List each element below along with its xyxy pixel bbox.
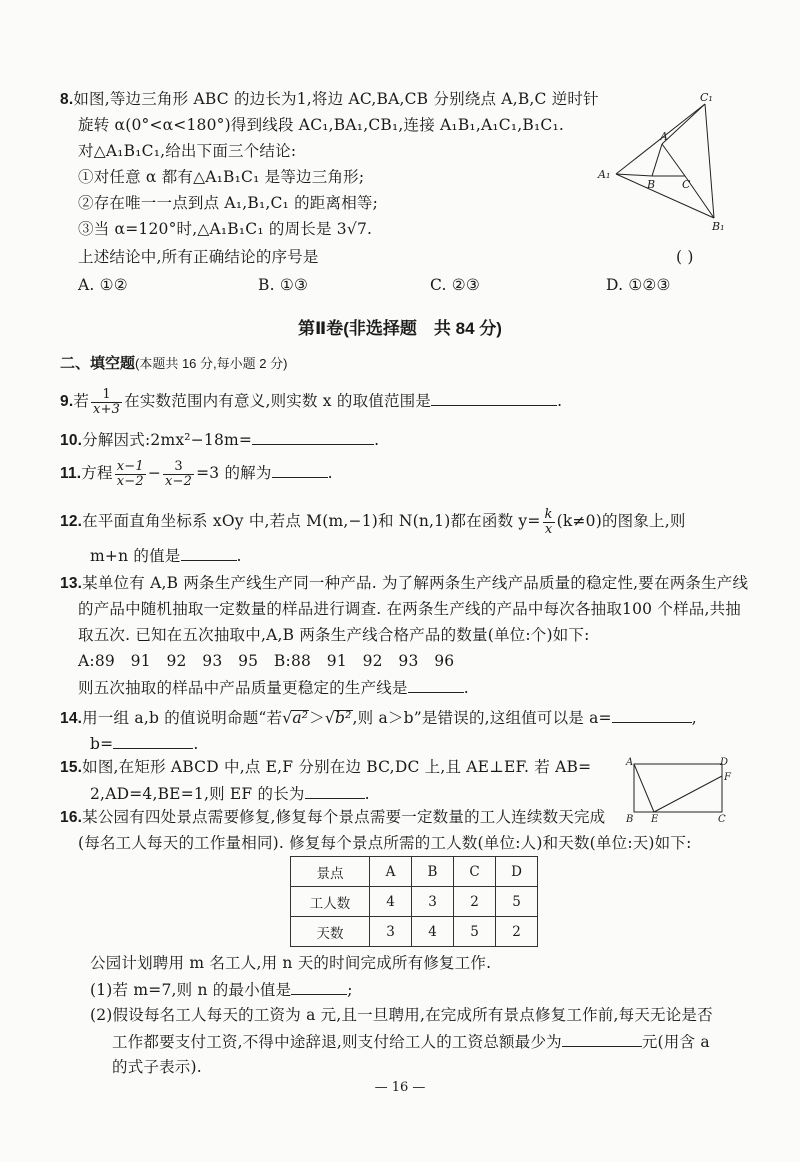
- q8-option-c: C. ②③: [430, 276, 480, 294]
- q8-line1: [60, 88, 599, 111]
- q11-frac2-den: x−2: [165, 473, 193, 489]
- q12-frac-den: x: [544, 521, 553, 537]
- table-cell: 4: [370, 887, 412, 917]
- q11-number: 11.: [60, 465, 82, 482]
- q16-sub1-text: (1)若 m=7,则 n 的最小值是: [90, 981, 292, 999]
- q16-sub2-line1: (2)假设每名工人每天的工资为 a 元,且一旦聘用,在完成所有景点修复工作前,每天无论是否: [90, 1006, 713, 1024]
- table-cell: 4: [412, 917, 454, 947]
- q14-b-blank[interactable]: [113, 732, 193, 749]
- q16-line2: (每名工人每天的工作量相同). 修复每个景点所需的工人数(单位:人)和天数(单位:天)如下:: [78, 834, 692, 852]
- q14-sqrt-a: a²: [292, 709, 309, 727]
- q8-number: 8.: [60, 91, 74, 108]
- table-cell: A: [370, 857, 412, 887]
- q16-number: 16.: [60, 809, 83, 826]
- q15-text-1: 如图,在矩形 ABCD 中,点 E,F 分别在边 BC,DC 上,且 AE⊥EF. 若 AB=: [82, 758, 592, 776]
- q15-label-e: E: [651, 814, 659, 825]
- q13-line3: 取五次. 已知在五次抽取中,A,B 两条生产线合格产品的数量(单位:个)如下:: [78, 626, 590, 644]
- q15-label-c: C: [718, 814, 726, 825]
- q10-line: [60, 428, 379, 452]
- q15-label-d: D: [720, 757, 729, 768]
- q14-sqrt-b: b²: [334, 709, 352, 727]
- q16-sub2b-text: 工作都要支付工资,不得中途辞退,则支付给工人的工资总额最少为: [112, 1033, 562, 1051]
- q8-seg-ac1: [662, 104, 705, 144]
- table-cell: 3: [370, 917, 412, 947]
- q14-line2: [90, 732, 198, 755]
- q16-sub1-end: ;: [347, 981, 353, 999]
- q8-line5: ②存在唯一一点到点 A₁,B₁,C₁ 的距离相等;: [78, 194, 379, 212]
- q9-frac-num: 1: [91, 388, 122, 403]
- q16-sub2-blank[interactable]: [562, 1030, 642, 1047]
- q13-line1: [60, 572, 748, 595]
- q11-frac2-num: 3: [163, 460, 194, 475]
- q15-line2: [90, 782, 370, 805]
- q15-answer-blank[interactable]: [305, 782, 365, 799]
- q12-end: .: [236, 547, 242, 565]
- table-cell: 工人数: [291, 887, 370, 917]
- q8-label-a: A: [660, 130, 668, 143]
- q9-answer-blank[interactable]: [431, 389, 557, 406]
- q12-post: (k≠0)的图象上,则: [556, 512, 686, 530]
- table-cell: C: [454, 857, 496, 887]
- page-number: — 16 —: [374, 1080, 426, 1095]
- q10-number: 10.: [60, 432, 83, 449]
- table-cell: 2: [496, 917, 538, 947]
- q12-pre: 在平面直角坐标系 xOy 中,若点 M(m,−1)和 N(n,1)都在函数 y=: [82, 512, 541, 530]
- q11-frac1-den: x−2: [116, 473, 144, 489]
- q8-line7: 上述结论中,所有正确结论的序号是: [78, 248, 319, 266]
- q12-frac-num: k: [544, 506, 553, 522]
- q8-label-a1: A₁: [598, 168, 611, 181]
- q16-line3: 公园计划聘用 m 名工人,用 n 天的时间完成所有修复工作.: [90, 954, 492, 972]
- part-two-title: 二、填空题: [60, 355, 136, 372]
- q14-gt: ＞: [309, 709, 325, 727]
- table-cell: 3: [412, 887, 454, 917]
- q14-pre: 用一组 a,b 的值说明命题“若: [82, 709, 283, 727]
- q15-label-f: F: [724, 772, 731, 783]
- q9-frac-den: x+3: [93, 401, 121, 417]
- q12-fraction: [543, 508, 555, 537]
- q11-frac1-num: x−1: [116, 458, 144, 474]
- q8-seg-ba1: [616, 174, 652, 176]
- q8-line6: ③当 α=120°时,△A₁B₁C₁ 的周长是 3√7.: [78, 220, 373, 238]
- q10-end: .: [374, 431, 380, 449]
- q14-end: .: [193, 735, 199, 753]
- q8-answer-paren: ( ): [676, 248, 694, 266]
- q13-text-1: 某单位有 A,B 两条生产线生产同一种产品. 为了解两条生产线产品质量的稳定性,要在两条生产线: [82, 574, 749, 592]
- q11-post: =3 的解为: [196, 464, 272, 482]
- q9-line: [60, 386, 562, 417]
- q15-number: 15.: [60, 759, 83, 776]
- table-cell: B: [412, 857, 454, 887]
- q12-line2-text: m+n 的值是: [90, 547, 181, 565]
- q12-line2: [90, 544, 242, 567]
- q8-label-b1: B₁: [712, 220, 725, 233]
- q12-number: 12.: [60, 513, 83, 530]
- q13-answer-blank[interactable]: [408, 676, 464, 693]
- q9-post: 在实数范围内有意义,则实数 x 的取值范围是: [124, 392, 432, 410]
- q11-pre: 方程: [81, 464, 113, 482]
- q8-label-b: B: [647, 178, 656, 191]
- q15-label-a: A: [626, 757, 634, 768]
- q13-end: .: [463, 679, 469, 697]
- q10-answer-blank[interactable]: [252, 428, 374, 445]
- q16-sub2-line2: [112, 1030, 710, 1053]
- q8-line3: 对△A₁B₁C₁,给出下面三个结论:: [78, 142, 297, 160]
- table-row: [291, 917, 538, 947]
- q13-number: 13.: [60, 575, 83, 592]
- q8-seg-c1b1: [705, 104, 714, 218]
- q14-line1: 14.用一组 a,b 的值说明命题“若√a²＞√b²,则 a＞b”是错误的,这组值可以是 a= ,: [60, 706, 697, 730]
- table-cell: D: [496, 857, 538, 887]
- table-cell: 景点: [291, 857, 370, 887]
- q14-number: 14.: [60, 710, 83, 727]
- q8-label-c: C: [682, 178, 691, 191]
- q11-answer-blank[interactable]: [272, 461, 328, 478]
- q13-line5-text: 则五次抽取的样品中产品质量更稳定的生产线是: [78, 679, 408, 697]
- q8-seg-ab: [652, 144, 662, 176]
- q9-end: .: [557, 392, 563, 410]
- q14-post: ,则 a＞b”是错误的,这组值可以是 a=: [352, 709, 612, 727]
- part-two-note: (本题共 16 分,每小题 2 分): [135, 356, 288, 371]
- q14-comma: ,: [691, 709, 697, 727]
- q15-rectangle-figure: [624, 756, 734, 826]
- q8-option-d: D. ①②③: [606, 276, 671, 294]
- q12-answer-blank[interactable]: [181, 544, 237, 561]
- q11-line: [60, 458, 333, 489]
- q8-option-b: B. ①③: [258, 276, 309, 294]
- q8-option-a: A. ①②: [78, 276, 128, 294]
- table-cell: 5: [454, 917, 496, 947]
- q13-line5: [78, 676, 469, 699]
- q11-fraction-2: [163, 460, 194, 489]
- table-cell: 天数: [291, 917, 370, 947]
- table-row: [291, 887, 538, 917]
- q16-line1: [60, 806, 605, 829]
- section-title: 第Ⅱ卷(非选择题 共 84 分): [298, 319, 502, 338]
- q16-table: [290, 856, 538, 947]
- q9-fraction: [91, 388, 122, 417]
- q8-triangle-figure: [590, 90, 730, 240]
- q11-minus: −: [147, 464, 161, 482]
- q12-line1: [60, 506, 686, 537]
- q9-number: 9.: [60, 393, 74, 410]
- q11-end: .: [327, 464, 333, 482]
- q8-seg-ac: [662, 144, 685, 176]
- q10-text: 分解因式:2mx²−18m=: [82, 431, 253, 449]
- part-two-heading: [60, 352, 287, 373]
- q13-line4: A:89 91 92 93 95 B:88 91 92 93 96: [78, 652, 455, 670]
- q9-pre: 若: [73, 392, 90, 410]
- q16-sub2b-end: 元(用含 a: [641, 1033, 710, 1051]
- q8-line2: 旋转 α(0°<α<180°)得到线段 AC₁,BA₁,CB₁,连接 A₁B₁,A₁C₁,B₁C₁.: [78, 116, 564, 134]
- q11-fraction-1: [115, 460, 146, 489]
- table-cell: 2: [454, 887, 496, 917]
- q15-seg-ef: [654, 776, 722, 812]
- q16-text-1: 某公园有四处景点需要修复,修复每个景点需要一定数量的工人连续数天完成: [82, 808, 606, 826]
- q16-sub1: [90, 978, 353, 1001]
- q13-line2: 的产品中随机抽取一定数量的样品进行调查. 在两条生产线的产品中每次各抽取100 个样品,共抽: [78, 600, 741, 618]
- q8-label-c1: C₁: [700, 91, 713, 104]
- q16-sub1-blank[interactable]: [291, 978, 347, 995]
- q8-line4: ①对任意 α 都有△A₁B₁C₁ 是等边三角形;: [78, 168, 365, 186]
- q14-a-blank[interactable]: [612, 706, 692, 723]
- q16-sub2-line3: 的式子表示).: [112, 1058, 202, 1076]
- q15-end: .: [364, 785, 370, 803]
- q15-line2-text: 2,AD=4,BE=1,则 EF 的长为: [90, 785, 305, 803]
- q15-line1: [60, 756, 591, 779]
- q14-b-label: b=: [90, 735, 114, 753]
- q15-rect-abcd: [634, 764, 722, 812]
- q15-label-b: B: [626, 814, 634, 825]
- q8-text-1: 如图,等边三角形 ABC 的边长为1,将边 AC,BA,CB 分别绕点 A,B,C 逆时针: [73, 90, 599, 108]
- table-cell: 5: [496, 887, 538, 917]
- table-header-row: [291, 857, 538, 887]
- q15-seg-ae: [634, 764, 654, 812]
